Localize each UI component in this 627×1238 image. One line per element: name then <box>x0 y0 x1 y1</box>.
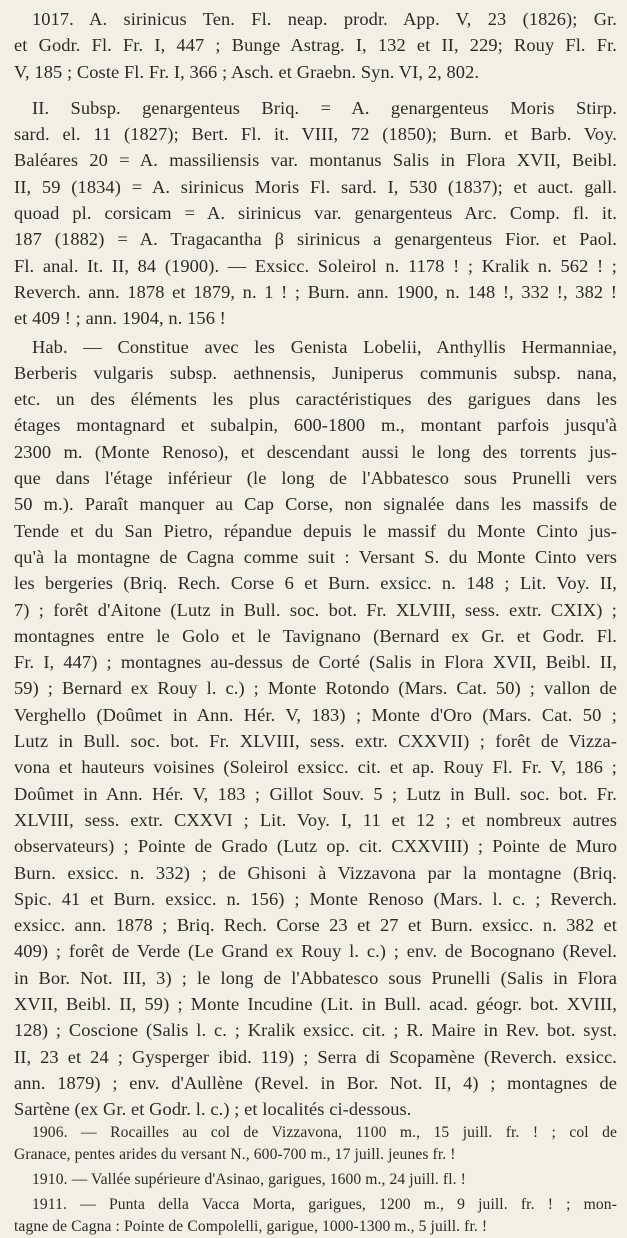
text-line: II, 59 (1834) = A. sirinicus Moris Fl. sard. I, 530 (1837); et auct. gall. <box>14 176 617 197</box>
text-line: les bergeries (Briq. Rech. Corse 6 et Burn. exsicc. n. 148 ; Lit. Voy. II, <box>14 573 617 594</box>
text-line: Verghello (Doûmet in Ann. Hér. V, 183) ; Monte d'Oro (Mars. Cat. 50 ; <box>14 704 617 725</box>
text-line: 7) ; forêt d'Aitone (Lutz in Bull. soc. bot. Fr. XLVIII, sess. extr. CXIX) ; <box>14 599 617 620</box>
text-line: Doûmet in Ann. Hér. V, 183 ; Gillot Souv. 5 ; Lutz in Bull. soc. bot. Fr. <box>14 783 617 804</box>
text-line: Spic. 41 et Burn. exsicc. n. 156) ; Monte Renoso (Mars. l. c. ; Reverch. <box>14 888 617 909</box>
entry-1017 <box>14 6 617 85</box>
text-line: Baléares 20 = A. massiliensis var. montanus Salis in Flora XVII, Beibl. <box>14 150 617 171</box>
text-line: 409) ; forêt de Verde (Le Grand ex Rouy l. c.) ; env. de Bocognano (Revel. <box>14 941 617 962</box>
text-line: V, 185 ; Coste Fl. Fr. I, 366 ; Asch. et Graebn. Syn. VI, 2, 802. <box>14 61 480 82</box>
text-line: etc. un des éléments les plus caractéristiques des garigues dans les <box>14 389 617 410</box>
text-line: observateurs) ; Pointe de Grado (Lutz op. cit. CXXVIII) ; Pointe de Muro <box>14 836 617 857</box>
text-line: Sartène (ex Gr. et Godr. l. c.) ; et localités ci-dessous. <box>14 1099 412 1120</box>
text-line: montagnes entre le Golo et le Tavignano (Bernard ex Gr. et Godr. Fl. <box>14 625 617 646</box>
habitat-paragraph <box>14 334 617 1123</box>
text-line: vona et hauteurs voisines (Soleirol exsicc. cit. et ap. Rouy Fl. Fr. V, 186 ; <box>14 757 617 778</box>
text-line: 59) ; Bernard ex Rouy l. c.) ; Monte Rotondo (Mars. Cat. 50) ; vallon de <box>14 678 617 699</box>
text-line: Berberis vulgaris subsp. aethnensis, Juniperus communis subsp. nana, <box>14 362 617 383</box>
text-line: II. Subsp. genargenteus Briq. = A. genargenteus Moris Stirp. <box>32 97 617 118</box>
text-line: sard. el. 11 (1827); Bert. Fl. it. VIII, 72 (1850); Burn. et Barb. Voy. <box>14 124 617 145</box>
text-line: qu'à la montagne de Cagna comme suit : Versant S. du Monte Cinto vers <box>14 546 617 567</box>
text-line: 50 m.). Paraît manquer au Cap Corse, non signalée dans les massifs de <box>14 494 617 515</box>
text-line: 187 (1882) = A. Tragacantha β sirinicus a genargenteus Fior. et Paol. <box>14 229 617 250</box>
text-line: exsicc. ann. 1878 ; Briq. Rech. Corse 23 et 27 et Burn. exsicc. n. 382 et <box>14 915 617 936</box>
subspecies-genargenteus <box>14 95 617 332</box>
text-line: Hab. — Constitue avec les Genista Lobelii, Anthyllis Hermanniae, <box>32 336 617 357</box>
text-line: XLVIII, sess. extr. CXXVI ; Lit. Voy. I, 11 et 12 ; et nombreux autres <box>14 809 617 830</box>
record-1906-line: Granace, pentes arides du versant N., 600-700 m., 17 juill. jeunes fr. ! <box>14 1146 456 1164</box>
text-line: Burn. exsicc. n. 332) ; de Ghisoni à Vizzavona par la montagne (Briq. <box>14 862 617 883</box>
text-line: Tende et du San Pietro, répandue depuis le massif du Monte Cinto jus- <box>14 520 617 541</box>
text-line: quoad pl. corsicam = A. sirinicus var. genargenteus Arc. Comp. fl. it. <box>14 203 617 224</box>
text-line: 128) ; Coscione (Salis l. c. ; Kralik exsicc. cit. ; R. Maire in Rev. bot. syst. <box>14 1020 617 1041</box>
text-line: II, 23 et 24 ; Gysperger ibid. 119) ; Serra di Scopamène (Reverch. exsicc. <box>14 1046 617 1067</box>
record-1910-line: 1910. — Vallée supérieure d'Asinao, garigues, 1600 m., 24 juill. fl. ! <box>32 1171 466 1189</box>
text-line: étages montagnard et subalpin, 600-1800 m., montant parfois jusqu'à <box>14 415 617 436</box>
text-line: Fl. anal. It. II, 84 (1900). — Exsicc. Soleirol n. 1178 ! ; Kralik n. 562 ! ; <box>14 255 617 276</box>
text-line: Reverch. ann. 1878 et 1879, n. 1 ! ; Burn. ann. 1900, n. 148 !, 332 !, 382 ! <box>14 281 617 302</box>
text-line: 2300 m. (Monte Renoso), et descendant aussi le long des torrents jus- <box>14 441 617 462</box>
text-line: in Bor. Not. III, 3) ; le long de l'Abbatesco sous Prunelli (Salis in Flora <box>14 967 617 988</box>
record-1911-line: 1911. — Punta della Vacca Morta, garigues, 1200 m., 9 juill. fr. ! ; mon- <box>32 1196 617 1214</box>
collection-records <box>14 1122 617 1238</box>
text-line: XVII, Beibl. II, 59) ; Monte Incudine (Lit. in Bull. acad. géogr. bot. XVIII, <box>14 993 617 1014</box>
text-line: 1017. A. sirinicus Ten. Fl. neap. prodr. App. V, 23 (1826); Gr. <box>32 9 617 29</box>
text-line: et 409 ! ; ann. 1904, n. 156 ! <box>14 308 226 329</box>
record-1911-line: tagne de Cagna : Pointe de Compolelli, garigue, 1000-1300 m., 5 juill. fr. ! <box>14 1218 488 1236</box>
text-line: Fr. I, 447) ; montagnes au-dessus de Corté (Salis in Flora XVII, Beibl. II, <box>14 652 617 673</box>
text-line: et Godr. Fl. Fr. I, 447 ; Bunge Astrag. I, 132 et II, 229; Rouy Fl. Fr. <box>14 35 617 56</box>
text-line: ann. 1879) ; env. d'Aullène (Revel. in Bor. Not. II, 4) ; montagnes de <box>14 1072 617 1093</box>
text-line: Lutz in Bull. soc. bot. Fr. XLVIII, sess. extr. CXXVII) ; forêt de Vizza- <box>14 731 617 752</box>
text-line: que dans l'étage inférieur (le long de l'Abbatesco sous Prunelli vers <box>14 468 617 489</box>
record-1906-line: 1906. — Rocailles au col de Vizzavona, 1100 m., 15 juill. fr. ! ; col de <box>32 1124 617 1142</box>
